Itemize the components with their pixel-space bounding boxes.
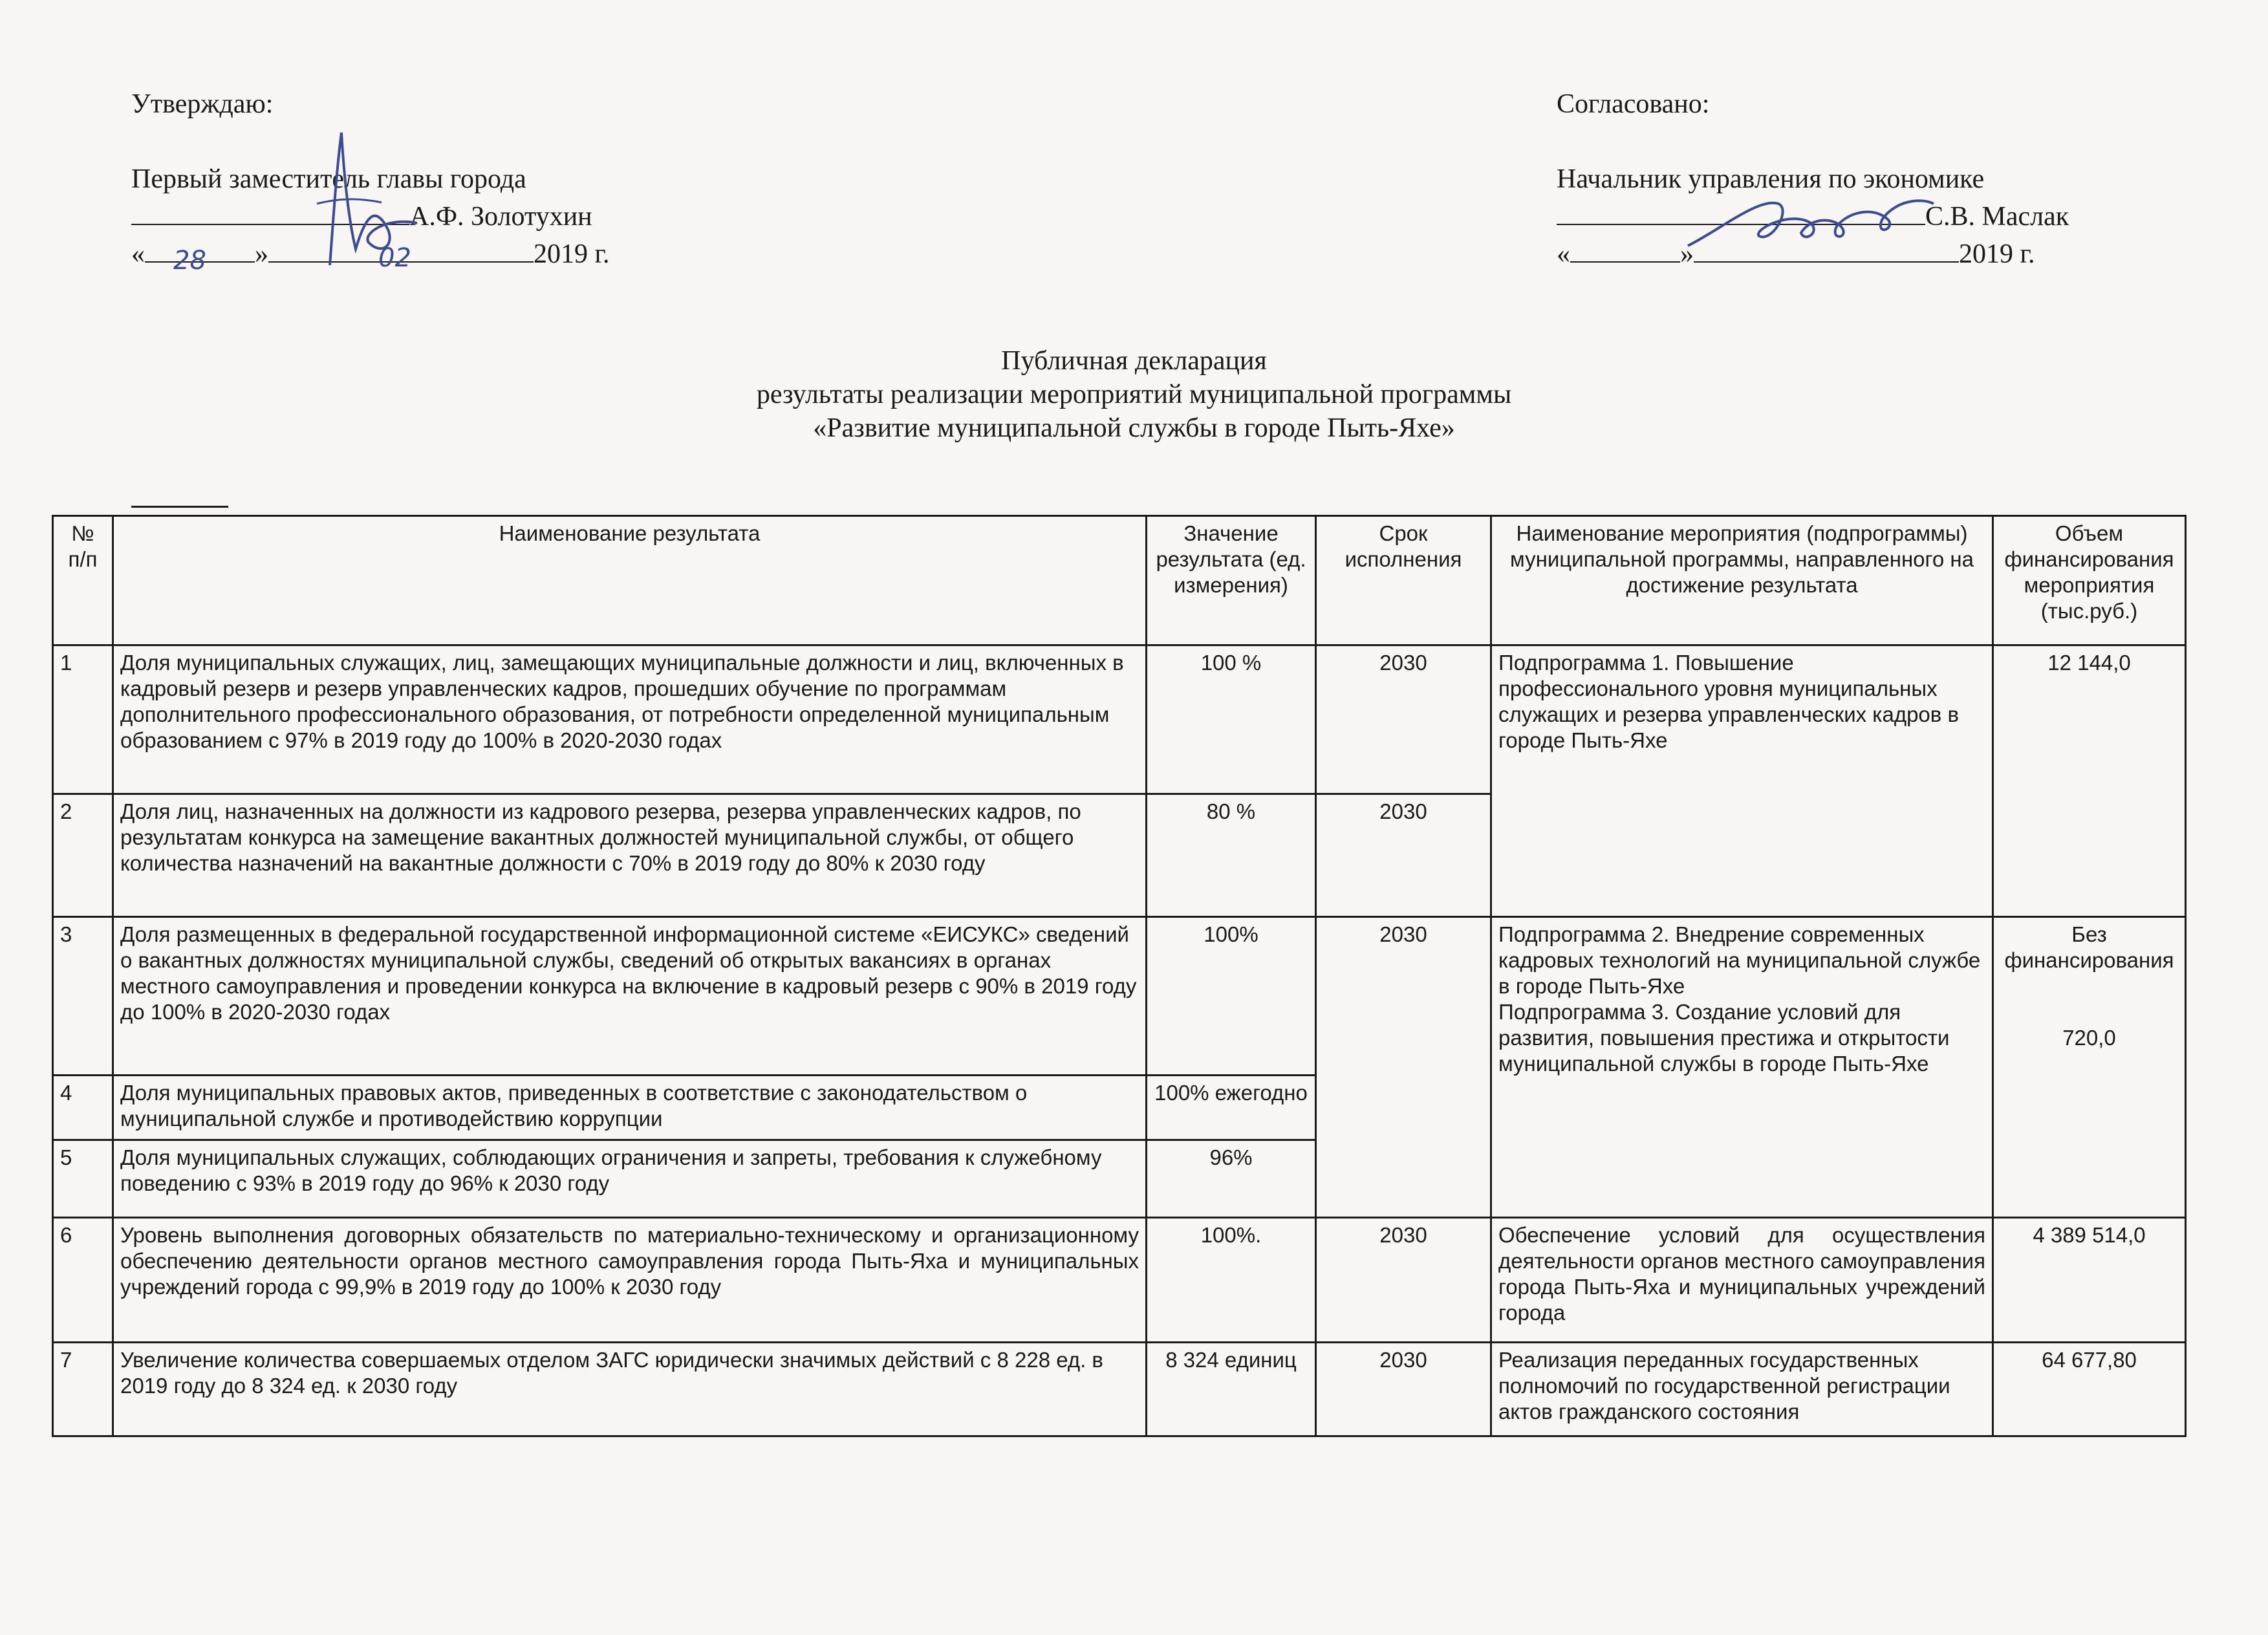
approval-name: А.Ф. Золотухин xyxy=(409,202,592,232)
value-cell: 96% xyxy=(1147,1140,1316,1218)
approval-signature xyxy=(304,126,427,275)
result-cell: Увеличение количества совершаемых отделом ЗАГС юридически значимых действий с 8 228 ед. в 2019 году до 8 324 ед. к 2030 году xyxy=(113,1343,1147,1436)
header-num: № п/п xyxy=(53,516,113,645)
approval-date-line: « » 2019 г. xyxy=(131,235,713,273)
activity-subprogram-2: Подпрограмма 2. Внедрение современных кадровых технологий на муниципальной службе в городе Пыть-Яхе xyxy=(1498,922,1981,998)
handwritten-month: 02 xyxy=(378,243,411,273)
approval-year: 2019 г. xyxy=(534,239,610,269)
agreement-signature xyxy=(1681,184,1940,255)
table-row: 1 Доля муниципальных служащих, лиц, замещающих муниципальные должности и лиц, включенных в кадровый резерв и резерв управленческих кадров, прошедших обучение по программам дополнительного профессионального образования, от потребности определенной муниципальным образованием с 97% в 2019 году до 100% в 2020-2030 годах 100 % 2030 Подпрограмма 1. Повышение профессионального уровня муниципальных служащих и резерва управленческих кадров в городе Пыть-Яхе 12 144,0 xyxy=(53,645,2186,794)
term-cell: 2030 xyxy=(1316,917,1491,1218)
handwritten-day: 28 xyxy=(173,246,206,276)
term-cell: 2030 xyxy=(1316,794,1491,917)
result-cell: Доля лиц, назначенных на должности из кадрового резерва, резерва управленческих кадров, по результатам конкурса на замещение вакантных должностей муниципальной службы, от общего количества назначений на вакантные должности с 70% в 2019 году до 80% к 2030 году xyxy=(113,794,1147,917)
value-cell: 100%. xyxy=(1147,1218,1316,1343)
agreement-year: 2019 г. xyxy=(1959,239,2035,269)
title-line-2: результаты реализации мероприятий муниципальной программы xyxy=(756,380,1512,409)
funding-cell: 64 677,80 xyxy=(1993,1343,2186,1436)
activity-cell: Обеспечение условий для осуществления деятельности органов местного самоуправления города Пыть-Яха и муниципальных учреждений города xyxy=(1491,1218,1993,1343)
agreement-date-line: « » 2019 г. xyxy=(1557,235,2177,273)
header-result: Наименование результата xyxy=(113,516,1147,645)
title-line-3: «Развитие муниципальной службы в городе Пыть-Яхе» xyxy=(813,413,1455,443)
header-value: Значение результата (ед. измерения) xyxy=(1147,516,1316,645)
table-header-row xyxy=(53,516,2186,645)
value-cell: 8 324 единиц xyxy=(1147,1343,1316,1436)
value-cell: 100% ежегодно xyxy=(1147,1076,1316,1140)
approval-position: Первый заместитель главы города xyxy=(131,164,526,194)
results-table xyxy=(52,515,2187,1437)
result-cell: Доля муниципальных служащих, лиц, замещающих муниципальные должности и лиц, включенных в кадровый резерв и резерв управленческих кадров, прошедших обучение по программам дополнительного профессионального образования, от потребности определенной муниципальным образованием с 97% в 2019 году до 100% в 2020-2030 годах xyxy=(113,645,1147,794)
funding-cell xyxy=(1993,917,2186,1218)
activity-subprogram-3: Подпрограмма 3. Создание условий для развития, повышения престижа и открытости муниципальной службы в городе Пыть-Яхе xyxy=(1498,1000,1950,1076)
title-line-1: Публичная декларация xyxy=(1001,346,1267,376)
header-activity: Наименование мероприятия (подпрограммы) муниципальной программы, направленного на достижение результата xyxy=(1491,516,1993,645)
term-cell: 2030 xyxy=(1316,1343,1491,1436)
table-row: 5 Доля муниципальных служащих, соблюдающих ограничения и запреты, требования к служебному поведению с 93% в 2019 году до 96% к 2030 году 96% xyxy=(53,1140,2186,1218)
funding-cell: 12 144,0 xyxy=(1993,645,2186,917)
table-row: 7 Увеличение количества совершаемых отделом ЗАГС юридически значимых действий с 8 228 ед. в 2019 году до 8 324 ед. к 2030 году 8 324 единиц 2030 Реализация переданных государственных полномочий по государственной регистрации актов гражданского состояния 64 677,80 xyxy=(53,1343,2186,1436)
approval-heading: Утверждаю: xyxy=(131,89,274,119)
funding-subprogram-3: 720,0 xyxy=(2062,1026,2116,1050)
funding-subprogram-2: Без финансирования xyxy=(2004,922,2174,972)
funding-cell: 4 389 514,0 xyxy=(1993,1218,2186,1343)
agreement-position: Начальник управления по экономике xyxy=(1557,164,1985,194)
value-cell: 80 % xyxy=(1147,794,1316,917)
table-row: 2 Доля лиц, назначенных на должности из кадрового резерва, резерва управленческих кадров, по результатам конкурса на замещение вакантных должностей муниципальной службы, от общего количества назначений на вакантные должности с 70% в 2019 году до 80% к 2030 году 80 % 2030 xyxy=(53,794,2186,917)
table-row: 6 Уровень выполнения договорных обязательств по материально-техническому и организационному обеспечению деятельности органов местного самоуправления города Пыть-Яха и муниципальных учреждений города с 99,9% в 2019 году до 100% к 2030 году 100%. 2030 Обеспечение условий для осуществления деятельности органов местного самоуправления города Пыть-Яха и муниципальных учреждений города 4 389 514,0 xyxy=(53,1218,2186,1343)
activity-cell xyxy=(1491,917,1993,1218)
term-cell: 2030 xyxy=(1316,645,1491,794)
document-title xyxy=(0,344,2268,445)
table-row: 4 Доля муниципальных правовых актов, приведенных в соответствие с законодательством о муниципальной службе и противодействию коррупции 100% ежегодно xyxy=(53,1076,2186,1140)
agreement-heading: Согласовано: xyxy=(1557,89,1710,119)
result-cell: Доля муниципальных правовых актов, приведенных в соответствие с законодательством о муниципальной службе и противодействию коррупции xyxy=(113,1076,1147,1140)
result-cell: Уровень выполнения договорных обязательств по материально-техническому и организационному обеспечению деятельности органов местного самоуправления города Пыть-Яха и муниципальных учреждений города с 99,9% в 2019 году до 100% к 2030 году xyxy=(113,1218,1147,1343)
agreement-name: С.В. Маслак xyxy=(1925,202,2069,232)
value-cell: 100 % xyxy=(1147,645,1316,794)
value-cell: 100% xyxy=(1147,917,1316,1076)
term-cell: 2030 xyxy=(1316,1218,1491,1343)
header-funding: Объем финансирования мероприятия (тыс.руб.) xyxy=(1993,516,2186,645)
table-row: 3 Доля размещенных в федеральной государственной информационной системе «ЕИСУКС» сведений о вакантных должностях муниципальной службы, сведений об открытых вакансиях в органах местного самоуправления и проведении конкурса на включение в кадровый резерв с 90% в 2019 году до 100% в 2020-2030 годах 100% 2030 Подпрограмма 2. Внедрение современных кадровых технологий на муниципальной службе в городе Пыть-Яхе Подпрограмма 3. Создание условий для развития, повышения престижа и открытости муниципальной службы в городе Пыть-Яхе Без финансирования 720,0 xyxy=(53,917,2186,1076)
result-cell: Доля муниципальных служащих, соблюдающих ограничения и запреты, требования к служебному поведению с 93% в 2019 году до 96% к 2030 году xyxy=(113,1140,1147,1218)
header-term: Срок исполнения xyxy=(1316,516,1491,645)
activity-cell: Подпрограмма 1. Повышение профессионального уровня муниципальных служащих и резерва управленческих кадров в городе Пыть-Яхе xyxy=(1491,645,1993,917)
divider xyxy=(131,506,228,508)
result-cell: Доля размещенных в федеральной государственной информационной системе «ЕИСУКС» сведений о вакантных должностях муниципальной службы, сведений об открытых вакансиях в органах местного самоуправления и проведении конкурса на включение в кадровый резерв с 90% в 2019 году до 100% в 2020-2030 годах xyxy=(113,917,1147,1076)
activity-cell: Реализация переданных государственных полномочий по государственной регистрации актов гражданского состояния xyxy=(1491,1343,1993,1436)
